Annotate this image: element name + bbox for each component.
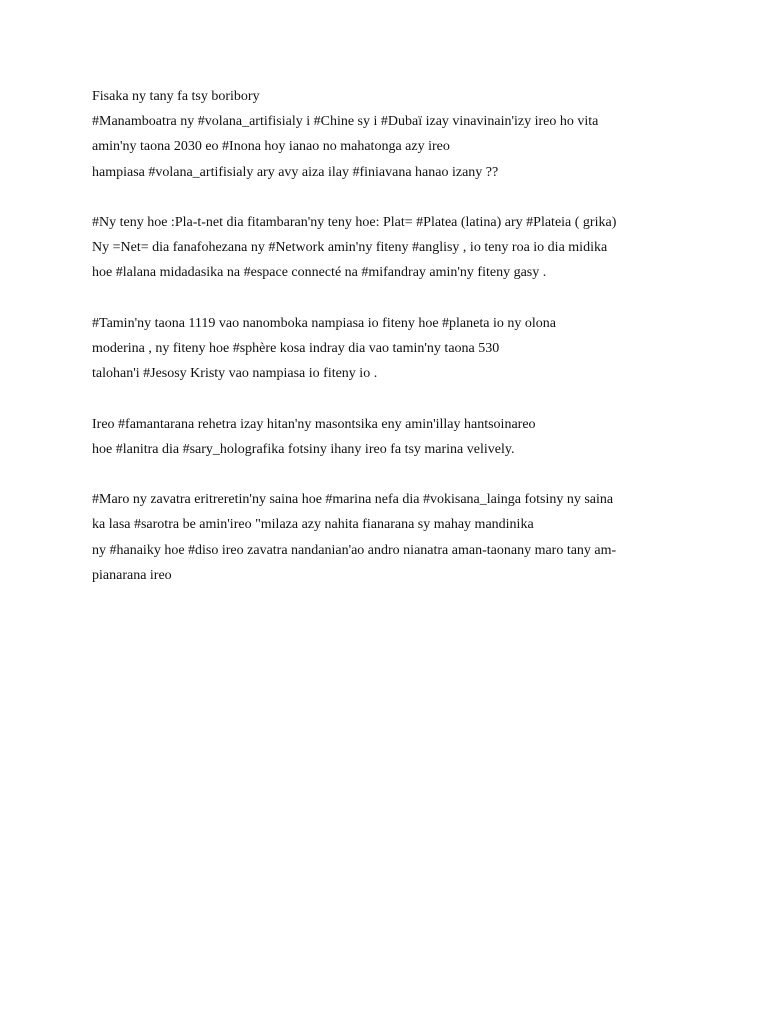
document-body xyxy=(92,84,692,613)
text-line: talohan'i #Jesosy Kristy vao nampiasa io fiteny io . xyxy=(92,366,378,382)
text-line: ka lasa #sarotra be amin'ireo "milaza azy nahita fianarana sy mahay mandinika xyxy=(92,517,534,533)
text-line: hoe #lalana midadasika na #espace connecté na #mifandray amin'ny fiteny gasy . xyxy=(92,265,547,281)
paragraph-1 xyxy=(92,84,692,185)
text-line: #Ny teny hoe :Pla-t-net dia fitambaran'ny teny hoe: Plat= #Platea (latina) ary #Plateia ( grika) xyxy=(92,215,617,230)
text-line: #Tamin'ny taona 1119 vao nanomboka nampiasa io fiteny hoe #planeta io ny olona xyxy=(92,315,556,331)
text-line: ny #hanaiky hoe #diso ireo zavatra nandanian'ao andro nianatra aman-taonany maro tany am- xyxy=(92,542,617,558)
text-line: hampiasa #volana_artifisialy ary avy aiza ilay #finiavana hanao izany ?? xyxy=(92,164,499,180)
text-line: Fisaka ny tany fa tsy boribory xyxy=(92,89,260,104)
text-line: Ny =Net= dia fanafohezana ny #Network amin'ny fiteny #anglisy , io teny roa io dia midika xyxy=(92,240,608,256)
paragraph-2 xyxy=(92,210,692,286)
text-line: #Maro ny zavatra eritreretin'ny saina hoe #marina nefa dia #vokisana_lainga fotsiny ny saina xyxy=(92,492,614,508)
text-line: amin'ny taona 2030 eo #Inona hoy ianao no mahatonga azy ireo xyxy=(92,139,450,155)
text-line: pianarana ireo xyxy=(92,567,172,583)
text-line: Ireo #famantarana rehetra izay hitan'ny masontsika eny amin'illay hantsoinareo xyxy=(92,416,536,432)
text-line: #Manamboatra ny #volana_artifisialy i #Chine sy i #Dubaï izay vinavinain'izy ireo ho vita xyxy=(92,114,599,130)
paragraph-5 xyxy=(92,487,692,588)
text-line: moderina , ny fiteny hoe #sphère kosa indray dia vao tamin'ny taona 530 xyxy=(92,341,500,356)
paragraph-4 xyxy=(92,412,692,462)
paragraph-3 xyxy=(92,311,692,387)
text-line: hoe #lanitra dia #sary_holografika fotsiny ihany ireo fa tsy marina velively. xyxy=(92,441,515,457)
